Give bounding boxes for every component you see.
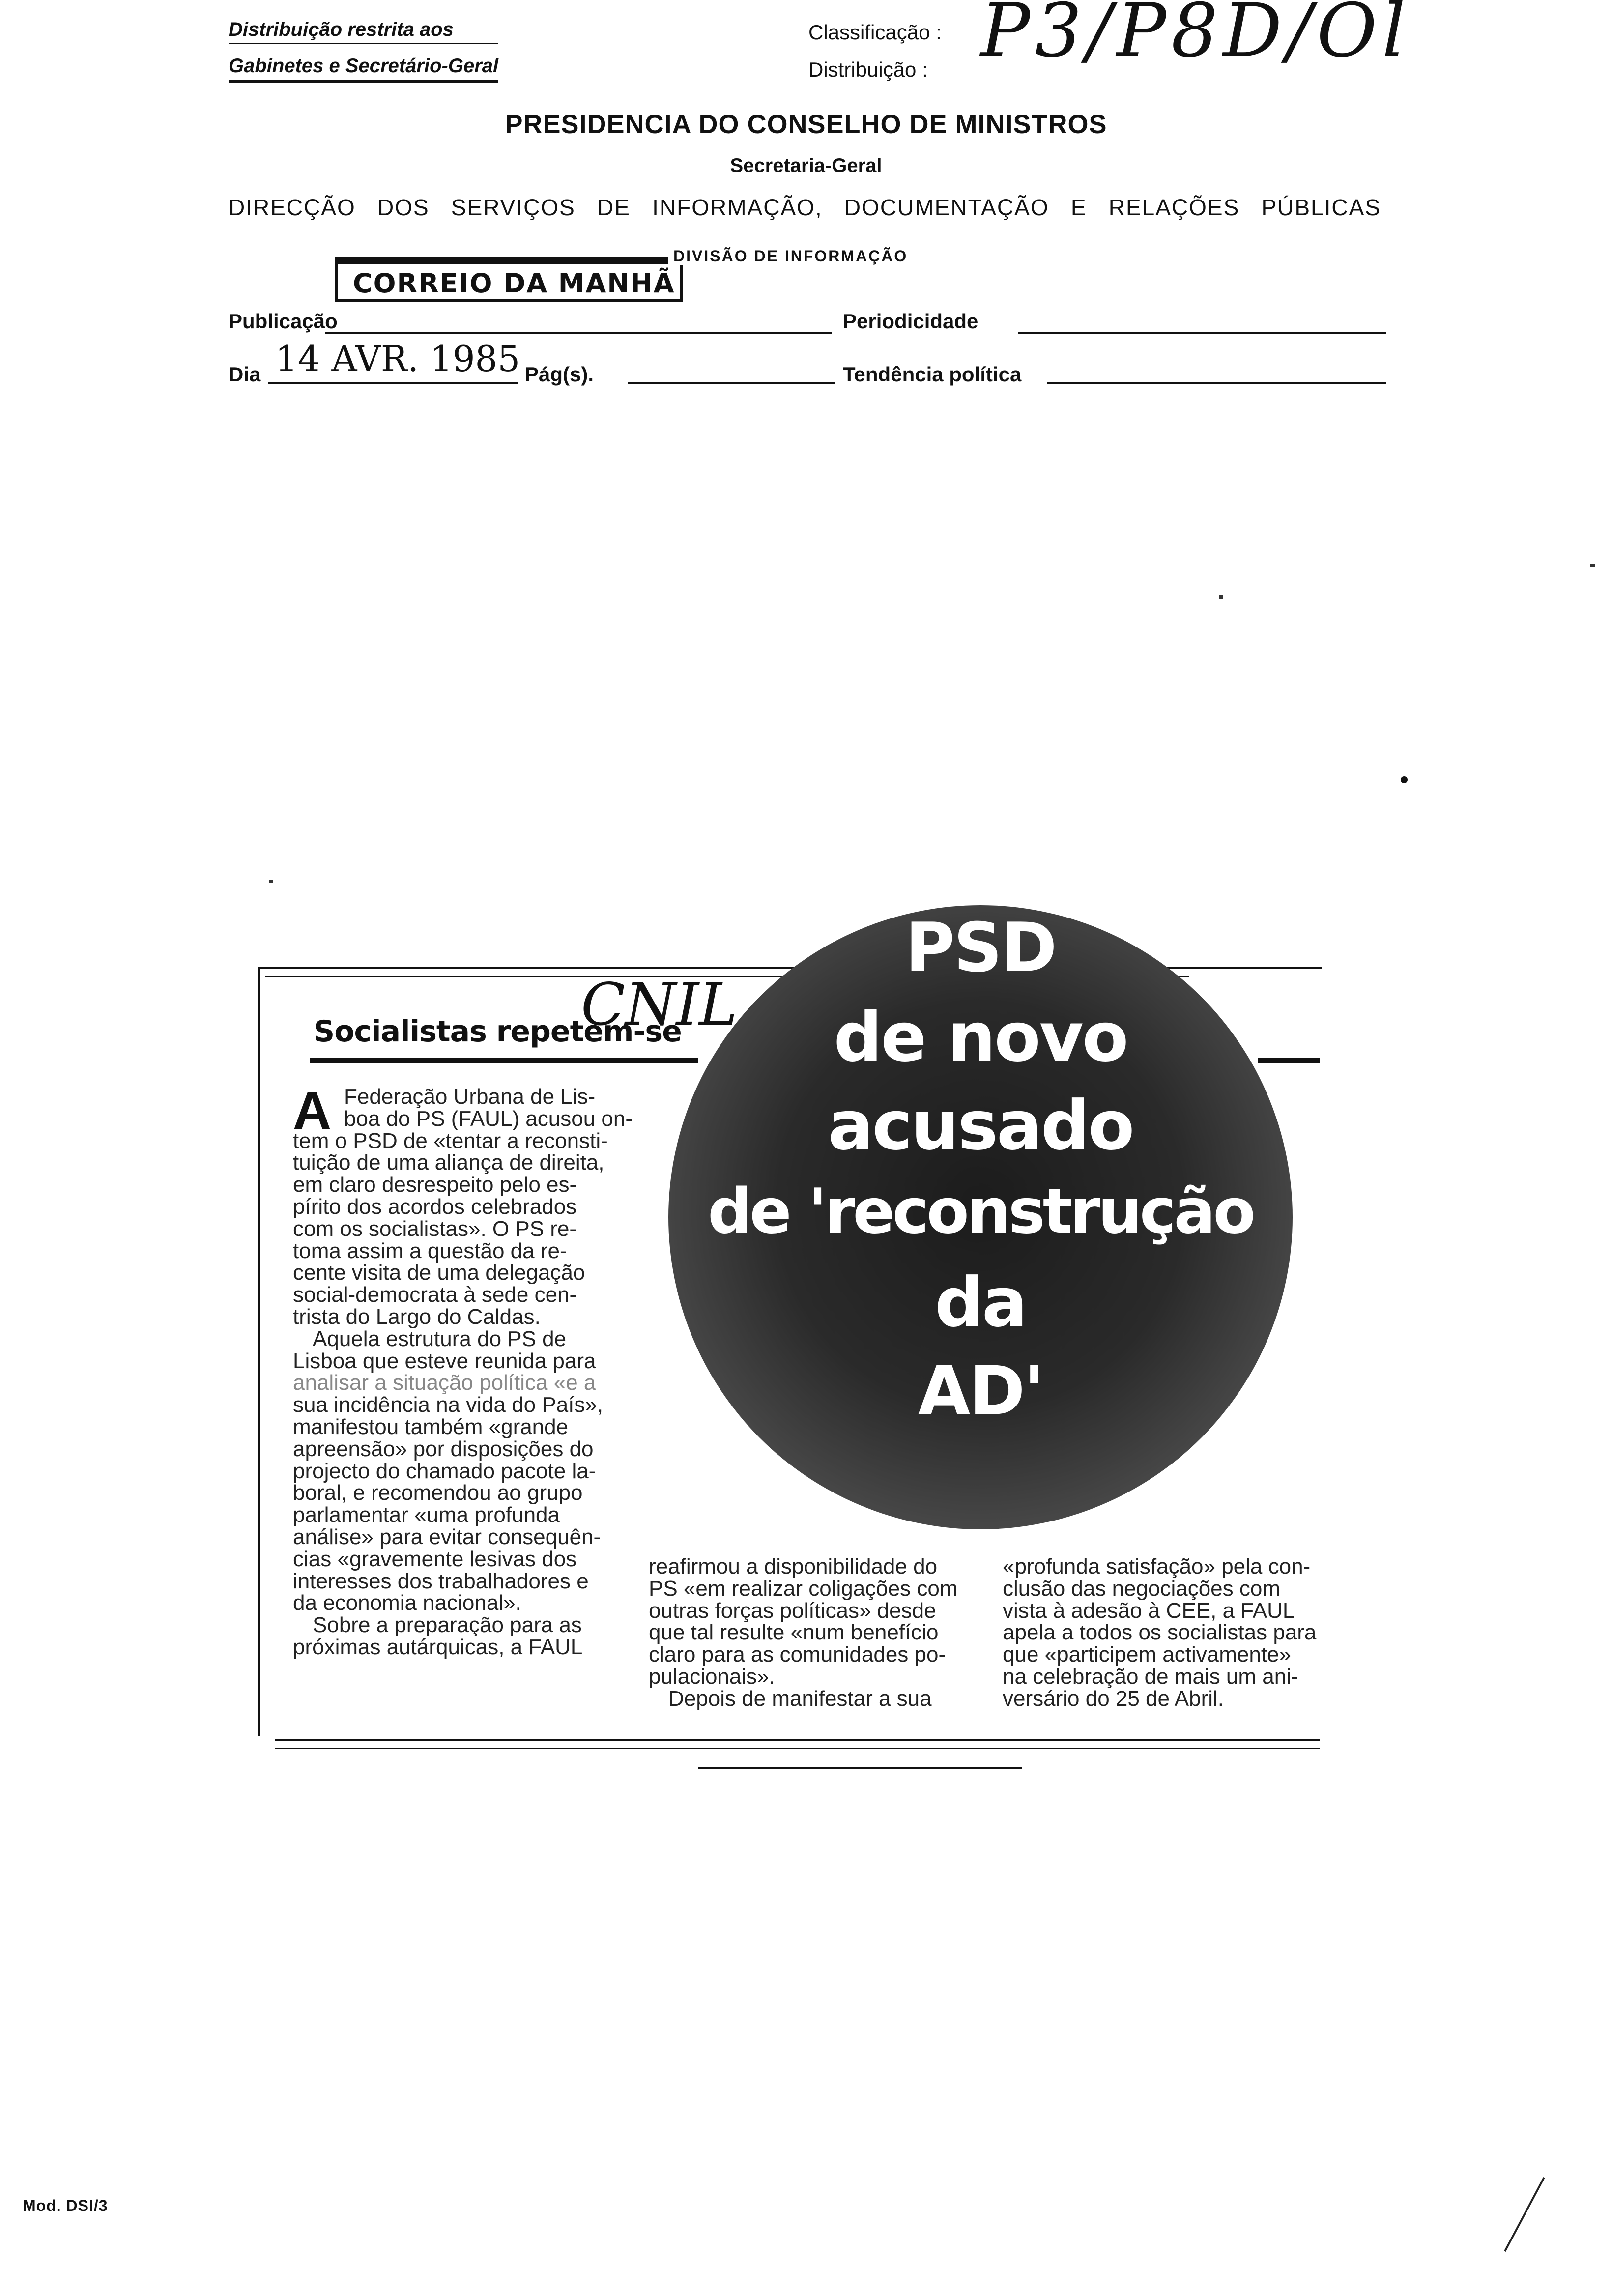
- headline-line-5: da: [935, 1263, 1026, 1342]
- periodicity-blank: [1018, 332, 1386, 334]
- column-1-line: Federação Urbana de Lis-: [344, 1085, 596, 1109]
- scan-speck: [1401, 776, 1408, 783]
- directorate-title: DIRECÇÃO DOS SERVIÇOS DE INFORMAÇÃO, DOCUMENTAÇÃO E RELAÇÕES PÚBLICAS: [229, 195, 1381, 220]
- column-1-line: boral, e recomendou ao grupo: [293, 1481, 583, 1505]
- column-1-line: em claro desrespeito pelo es-: [293, 1173, 577, 1197]
- pages-blank: [628, 382, 835, 384]
- column-3-line: vista à adesão à CEE, a FAUL: [1003, 1598, 1295, 1623]
- clipping-bottom-rule: [275, 1739, 1320, 1741]
- headline-line-2: de novo: [834, 998, 1127, 1077]
- distribution-label: Distribuição :: [808, 58, 928, 81]
- column-1-line: toma assim a questão da re-: [293, 1238, 567, 1263]
- column-2-line: outras forças políticas» desde: [649, 1598, 936, 1623]
- column-1-line: parlamentar «uma profunda: [293, 1503, 560, 1527]
- column-1-line: tem o PSD de «tentar a reconsti-: [293, 1128, 608, 1153]
- headline-line-6: AD': [918, 1351, 1043, 1431]
- column-1-line: trista do Largo do Caldas.: [293, 1304, 541, 1329]
- newspaper-stamp: [335, 257, 683, 302]
- main-headline: [668, 905, 1293, 1529]
- classification-label: Classificação :: [808, 21, 942, 44]
- secretariat-title: Secretaria-Geral: [730, 155, 882, 176]
- column-1-line: análise» para evitar consequên-: [293, 1524, 601, 1549]
- column-1-line: interesses dos trabalhadores e: [293, 1569, 589, 1593]
- column-1-line: com os socialistas». O PS re-: [293, 1216, 577, 1241]
- column-1-line: Sobre a preparação para as: [313, 1613, 582, 1637]
- distribution-line-1: Distribuição restrita aos: [229, 19, 498, 44]
- column-2-line: claro para as comunidades po-: [649, 1642, 946, 1667]
- column-3-line: versário do 25 de Abril.: [1003, 1686, 1224, 1711]
- column-3-line: clusão das negociações com: [1003, 1576, 1280, 1601]
- column-3-line: «profunda satisfação» pela con-: [1003, 1554, 1311, 1578]
- article-column-2: [649, 1556, 963, 1710]
- column-3-line: na celebração de mais um ani-: [1003, 1664, 1298, 1689]
- headline-rule-left: [310, 1058, 698, 1063]
- distribution-line-2: Gabinetes e Secretário-Geral: [229, 55, 498, 83]
- headline-line-3: acusado: [828, 1086, 1133, 1165]
- handwritten-note: CNIL: [581, 971, 738, 1038]
- column-1-line: da economia nacional».: [293, 1591, 521, 1615]
- column-1-line: próximas autárquicas, a FAUL: [293, 1635, 583, 1659]
- column-1-line: analisar a situação política «e a: [293, 1371, 596, 1395]
- stamp-text: CORREIO DA MANHÃ: [353, 268, 675, 299]
- left-headline: Socialistas repetem-se: [314, 1014, 682, 1049]
- column-2-line: que tal resulte «num benefício: [649, 1620, 939, 1645]
- day-label: Dia: [229, 363, 261, 386]
- column-1-line: boa do PS (FAUL) acusou on-: [344, 1106, 633, 1131]
- column-1-line: Aquela estrutura do PS de: [313, 1326, 567, 1351]
- periodicity-label: Periodicidade: [843, 310, 979, 333]
- column-1-line: Lisboa que esteve reunida para: [293, 1349, 596, 1373]
- publication-label: Publicação: [229, 310, 338, 333]
- article-column-3: [1003, 1556, 1317, 1710]
- column-1-line: manifestou também «grande: [293, 1414, 569, 1439]
- column-1-line: apreensão» por disposições do: [293, 1436, 594, 1461]
- pencil-mark: [1504, 2177, 1545, 2252]
- distribution-restriction: [229, 19, 498, 83]
- publication-blank: [325, 332, 832, 334]
- article-column-1: [293, 1085, 633, 1659]
- headline-line-4: de 'reconstrução: [708, 1175, 1253, 1247]
- pages-label: Pág(s).: [525, 363, 594, 386]
- column-1-line: pírito dos acordos celebrados: [293, 1194, 577, 1219]
- scan-speck: [1590, 564, 1595, 567]
- clipping-footer-rule: [698, 1767, 1022, 1769]
- clipping-bottom-rule-thin: [275, 1748, 1320, 1749]
- form-code: Mod. DSI/3: [23, 2197, 108, 2214]
- column-3-line: que «participem activamente»: [1003, 1642, 1291, 1667]
- drop-cap: A: [293, 1081, 331, 1140]
- classification-handwritten-value: P3/P8D/Ol: [980, 0, 1411, 74]
- column-3-line: apela a todos os socialistas para: [1003, 1620, 1317, 1645]
- column-1-line: social-democrata à sede cen-: [293, 1283, 577, 1307]
- division-title: DIVISÃO DE INFORMAÇÃO: [668, 247, 908, 265]
- day-blank: [268, 382, 518, 384]
- column-1-line: cias «gravemente lesivas dos: [293, 1547, 577, 1571]
- political-label: Tendência política: [843, 363, 1022, 386]
- column-1-line: cente visita de uma delegação: [293, 1261, 585, 1285]
- day-value: 14 AVR. 1985: [275, 338, 520, 379]
- headline-line-1: PSD: [905, 908, 1056, 987]
- column-2-line: PS «em realizar coligações com: [649, 1576, 958, 1601]
- political-blank: [1047, 382, 1386, 384]
- scan-speck: [1219, 595, 1223, 599]
- column-1-line: tuição de uma aliança de direita,: [293, 1150, 604, 1175]
- column-1-line: projecto do chamado pacote la-: [293, 1459, 596, 1483]
- scan-speck: [269, 880, 273, 883]
- organization-title: PRESIDENCIA DO CONSELHO DE MINISTROS: [505, 110, 1107, 139]
- column-2-line: pulacionais».: [649, 1664, 775, 1689]
- column-2-line: Depois de manifestar a sua: [668, 1686, 932, 1711]
- column-2-line: reafirmou a disponibilidade do: [649, 1554, 938, 1578]
- column-1-line: sua incidência na vida do País»,: [293, 1393, 604, 1417]
